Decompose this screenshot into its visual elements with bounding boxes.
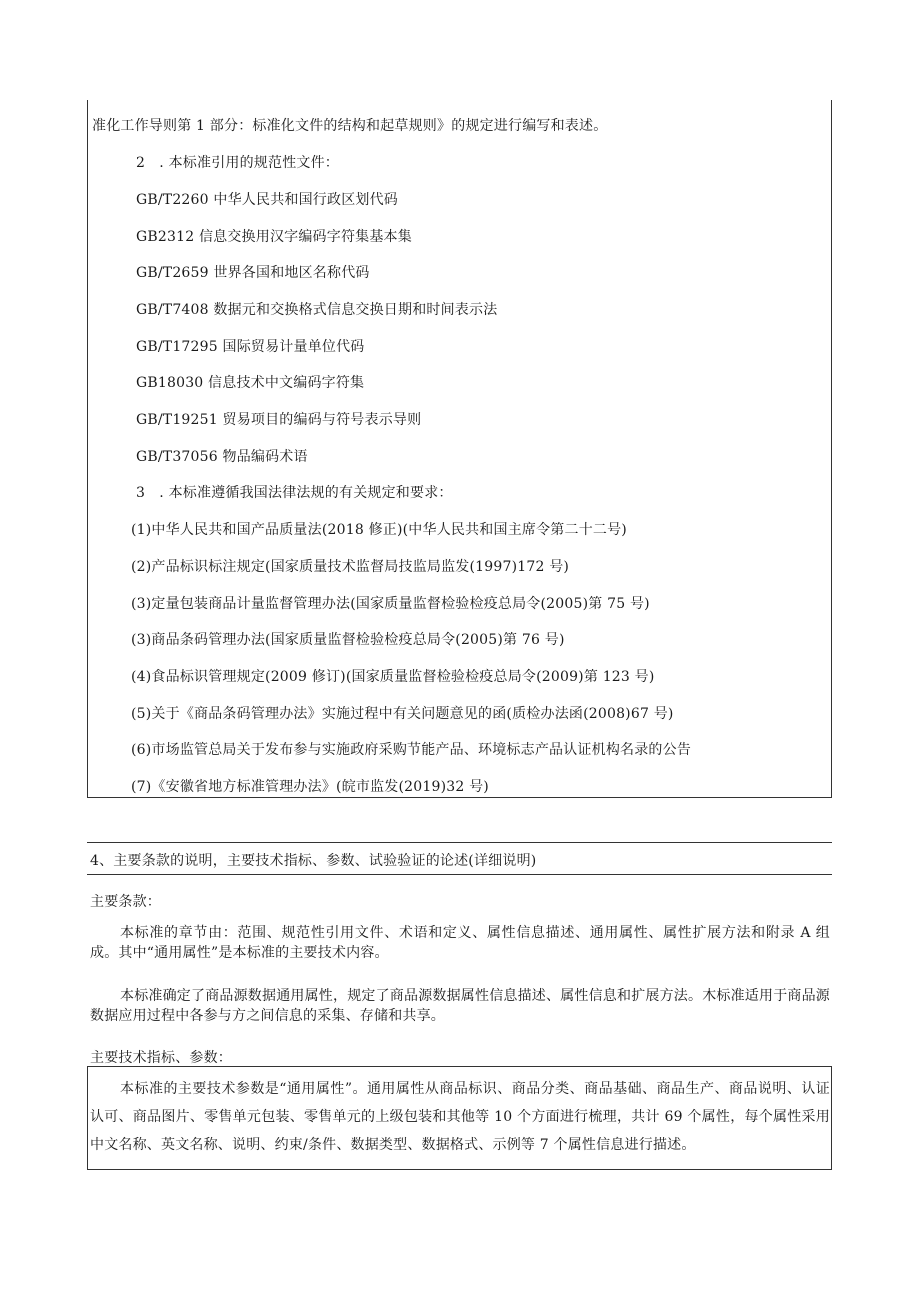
reference-item: GB/T17295 国际贸易计量单位代码 bbox=[136, 339, 365, 355]
reference-item: GB2312 信息交换用汉字编码字符集基本集 bbox=[136, 229, 412, 245]
section4-heading: 4、主要条款的说明，主要技术指标、参数、试验验证的论述(详细说明) bbox=[90, 853, 537, 869]
reference-item: GB/T2659 世界各国和地区名称代码 bbox=[136, 265, 370, 281]
law-item: (2)产品标识标注规定(国家质量技术监督局技监局监发(1997)172 号) bbox=[131, 559, 570, 575]
tech-parameters-text: 本标准的主要技术参数是“通用属性”。通用属性从商品标识、商品分类、商品基础、商品生产、商品说明、认证认可、商品图片、零售单元包装、零售单元的上级包装和其他等 10 个方面进行梳理，共计 69 个属性，每个属性采用中文名称、英文名称、说明、约束/条件、数据类型、数据格式、示例等 7 个属性信息进行描述。 bbox=[90, 1081, 830, 1153]
item3-heading: 3 . 本标准遵循我国法律法规的有关规定和要求： bbox=[136, 485, 453, 501]
reference-item: GB/T7408 数据元和交换格式信息交换日期和时间表示法 bbox=[136, 302, 498, 318]
reference-item: GB/T19251 贸易项目的编码与符号表示导则 bbox=[136, 412, 422, 428]
law-item: (1)中华人民共和国产品质量法(2018 修正)(中华人民共和国主席令第二十二号) bbox=[131, 522, 627, 538]
law-item: (3)商品条码管理办法(国家质量监督检验检疫总局令(2005)第 76 号) bbox=[131, 632, 565, 648]
paragraph-scope: 本标准确定了商品源数据通用属性，规定了商品源数据属性信息描述、属性信息和扩展方法。木标准适用于商品源数据应用过程中各参与方之间信息的采集、存储和共享。 bbox=[90, 988, 830, 1024]
continuation-text: 准化工作导则第 1 部分：标准化文件的结构和起草规则》的规定进行编写和表述。 bbox=[92, 118, 608, 134]
law-item: (7)《安徽省地方标准管理办法》(皖市监发(2019)32 号) bbox=[131, 779, 489, 795]
section4-bottom-rule bbox=[87, 874, 832, 875]
reference-item: GB/T2260 中华人民共和国行政区划代码 bbox=[136, 192, 399, 208]
law-item: (5)关于《商品条码管理办法》实施过程中有关问题意见的函(质检办法函(2008)67 号) bbox=[131, 706, 674, 722]
item2-heading: 2 . 本标准引用的规范性文件： bbox=[136, 155, 340, 171]
reference-item: GB/T37056 物品编码术语 bbox=[136, 449, 308, 465]
law-item: (6)市场监管总局关于发布参与实施政府采购节能产品、环境标志产品认证机构名录的公告 bbox=[131, 742, 692, 758]
section4-top-rule bbox=[87, 842, 832, 843]
main-clauses-label: 主要条款： bbox=[90, 894, 161, 910]
paragraph-chapters: 本标准的章节由：范围、规范性引用文件、术语和定义、属性信息描述、通用属性、属性扩展方法和附录 A 组成。其中“通用属性”是本标准的主要技术内容。 bbox=[90, 925, 830, 961]
reference-item: GB18030 信息技术中文编码字符集 bbox=[136, 375, 365, 391]
tech-indicators-label: 主要技术指标、参数： bbox=[90, 1050, 232, 1066]
law-item: (3)定量包装商品计量监督管理办法(国家质量监督检验检疫总局令(2005)第 75 号) bbox=[131, 596, 650, 612]
law-item: (4)食品标识管理规定(2009 修订)(国家质量监督检验检疫总局令(2009)第 123 号) bbox=[131, 669, 655, 685]
